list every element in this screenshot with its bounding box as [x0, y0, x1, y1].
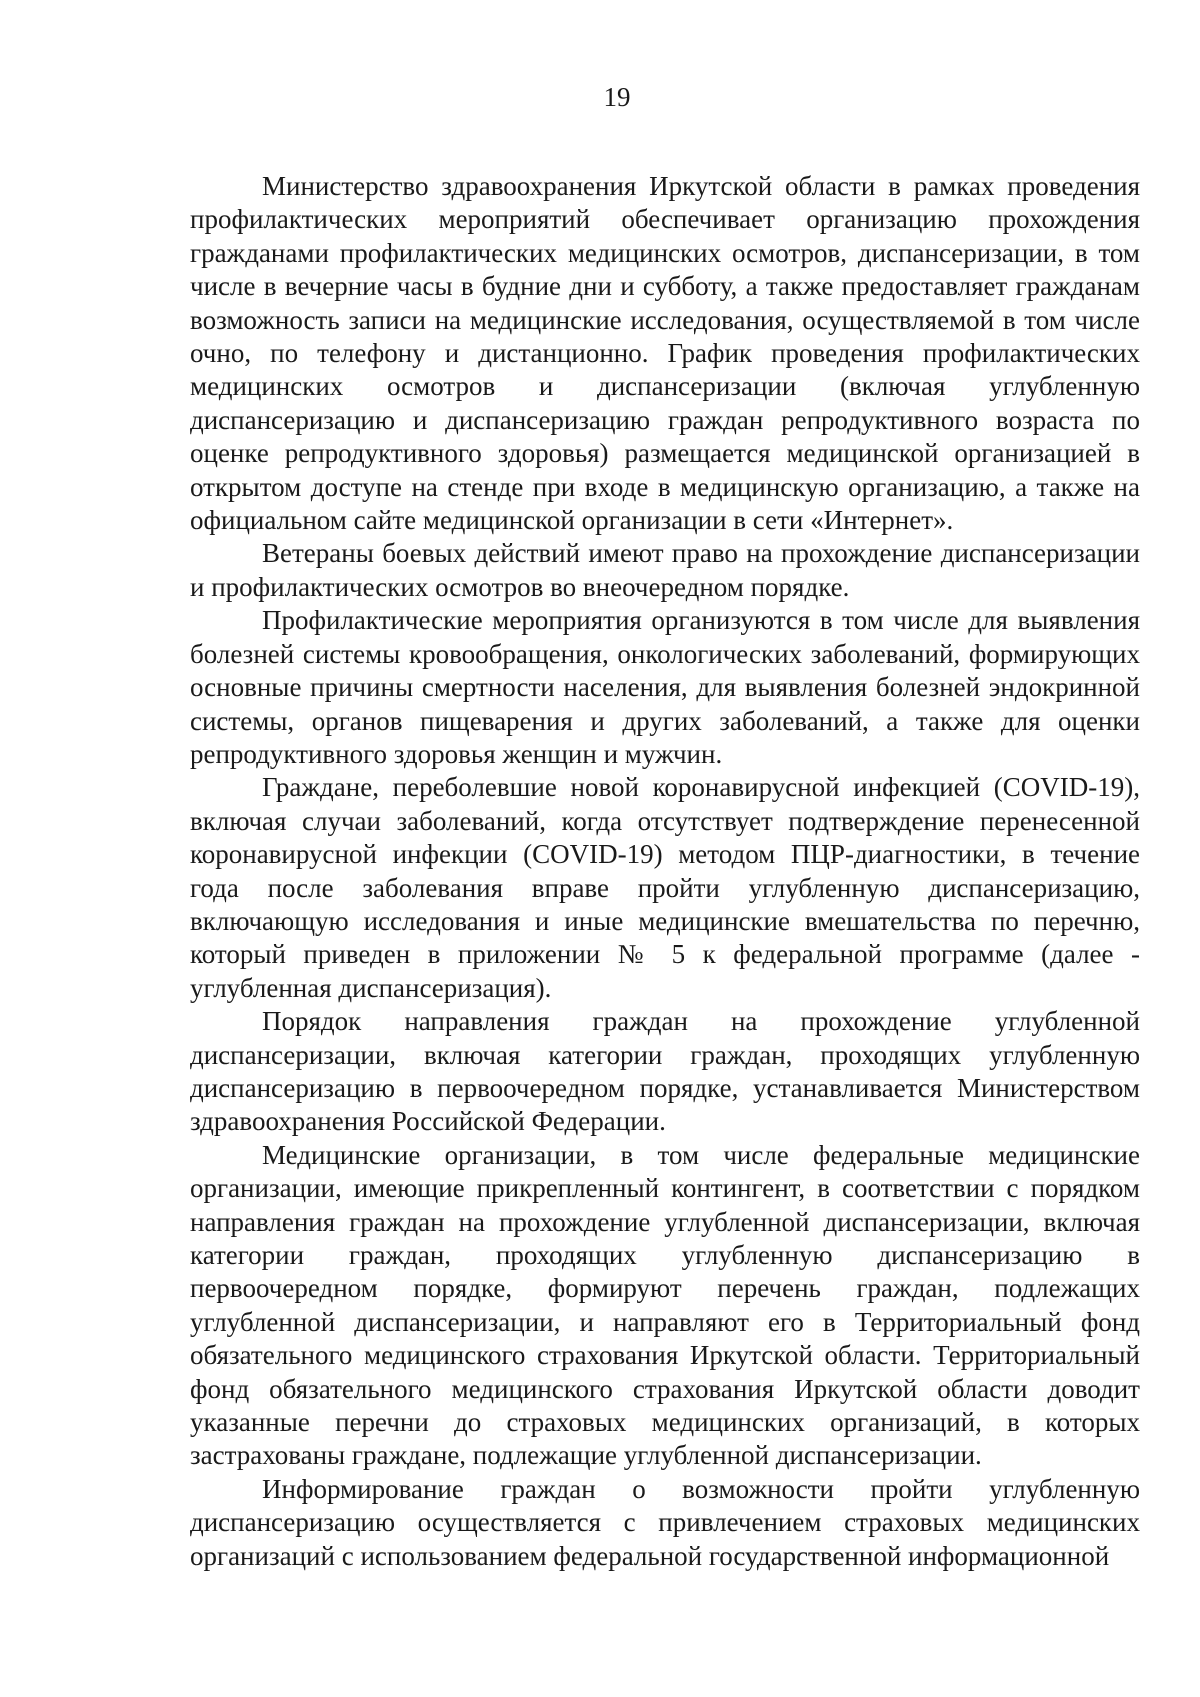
paragraph: Порядок направления граждан на прохождение углубленной диспансеризации, включая категории граждан, проходящих углубленную диспансеризацию в первоочередном порядке, устанавливается Министерством здравоохранения Российской Федерации.	[190, 1006, 1140, 1137]
paragraph: Профилактические мероприятия организуются в том числе для выявления болезней системы кровообращения, онкологических заболеваний, формирующих основные причины смертности населения, для выявления болезней эндокринной системы, органов пищеварения и других заболеваний, а также для оценки репродуктивного здоровья женщин и мужчин.	[190, 605, 1140, 769]
document-body	[190, 170, 1140, 1573]
paragraph: Ветераны боевых действий имеют право на прохождение диспансеризации и профилактических осмотров во внеочередном порядке.	[190, 538, 1140, 602]
paragraph: Медицинские организации, в том числе федеральные медицинские организации, имеющие прикрепленный контингент, в соответствии с порядком направления граждан на прохождение углубленной диспансеризации, включая категории граждан, проходящих углубленную диспансеризацию в первоочередном порядке, формируют перечень граждан, подлежащих углубленной диспансеризации, и направляют его в Территориальный фонд обязательного медицинского страхования Иркутской области. Территориальный фонд обязательного медицинского страхования Иркутской области доводит указанные перечни до страховых медицинских организаций, в которых застрахованы граждане, подлежащие углубленной диспансеризации.	[190, 1139, 1140, 1471]
paragraph: Граждане, переболевшие новой коронавирусной инфекцией (COVID-19), включая случаи заболеваний, когда отсутствует подтверждение перенесенной коронавирусной инфекции (COVID-19) методом ПЦР-диагностики, в течение года после заболевания вправе пройти углубленную диспансеризацию, включающую исследования и иные медицинские вмешательства по перечню, который приведен в приложении № 5 к федеральной программе (далее - углубленная диспансеризация).	[190, 772, 1140, 1003]
page-number: 19	[603, 82, 631, 112]
paragraph: Министерство здравоохранения Иркутской области в рамках проведения профилактических мероприятий обеспечивает организацию прохождения гражданами профилактических медицинских осмотров, диспансеризации, в том числе в вечерние часы в будние дни и субботу, а также предоставляет гражданам возможность записи на медицинские исследования, осуществляемой в том числе очно, по телефону и дистанционно. График проведения профилактических медицинских осмотров и диспансеризации (включая углубленную диспансеризацию и диспансеризацию граждан репродуктивного возраста по оценке репродуктивного здоровья) размещается медицинской организацией в открытом доступе на стенде при входе в медицинскую организацию, а также на официальном сайте медицинской организации в сети «Интернет».	[190, 171, 1140, 536]
paragraph: Информирование граждан о возможности пройти углубленную диспансеризацию осуществляется с привлечением страховых медицинских организаций с использованием федеральной государственной информационной	[190, 1473, 1140, 1571]
